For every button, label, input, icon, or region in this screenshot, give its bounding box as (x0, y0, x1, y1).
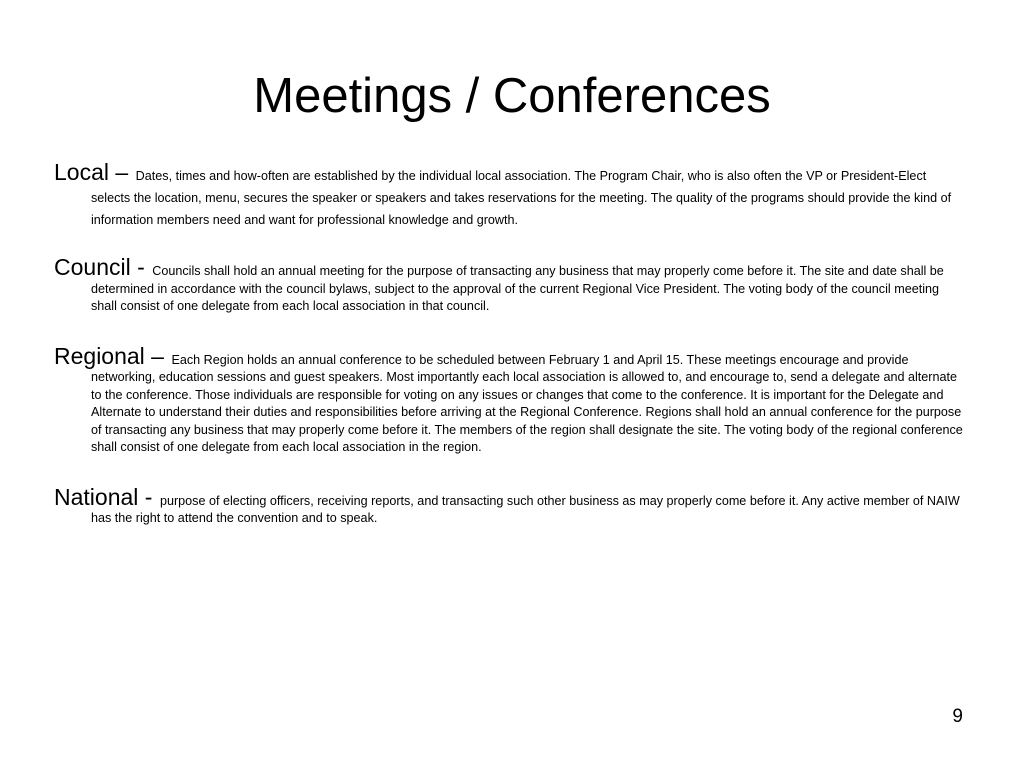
page-number: 9 (952, 706, 963, 727)
slide-title: Meetings / Conferences (253, 69, 771, 123)
section-heading-regional: Regional – (54, 342, 164, 369)
sections-list (54, 160, 964, 528)
section-body-national: purpose of electing officers, receiving reports, and transacting such other business as may properly come before it. Any active member of NAIW has the right to attend the convention and to speak. (91, 493, 960, 525)
section-body-regional: Each Region holds an annual conference to be scheduled between February 1 and April 15. These meetings encourage and provide networking, education sessions and guest speakers. Most importantly each local association is allowed to, and encourage to, send a delegate and alternate to the conference. Those individuals are responsible for voting on any issues or changes that come to the conference. It is important for the Delegate and Alternate to understand their duties and responsibilities before arriving at the Regional Conference. Regions shall hold an annual conference for the purpose of transacting any business that may properly come before it. The members of the region shall designate the site. The voting body of the regional conference shall consist of one delegate from each local association in the region. (91, 352, 963, 454)
section-body-council: Councils shall hold an annual meeting for the purpose of transacting any business that may properly come before it. The site and date shall be determined in accordance with the council bylaws, subject to the approval of the current Regional Vice President. The voting body of the council meeting shall consist of one delegate from each local association in that council. (91, 264, 944, 313)
section-council (54, 255, 964, 316)
section-heading-national: National - (54, 483, 153, 510)
section-body-local: Dates, times and how-often are established by the individual local association. The Program Chair, who is also often the VP or President-Elect selects the location, menu, secures the speaker or speakers and takes reservations for the meeting. The quality of the programs should provide the kind of information members need and want for professional knowledge and growth. (91, 169, 952, 227)
section-local (54, 160, 964, 231)
section-regional (54, 344, 964, 457)
section-heading-council: Council - (54, 254, 145, 280)
section-heading-local: Local – (54, 159, 129, 185)
section-national (54, 485, 964, 528)
